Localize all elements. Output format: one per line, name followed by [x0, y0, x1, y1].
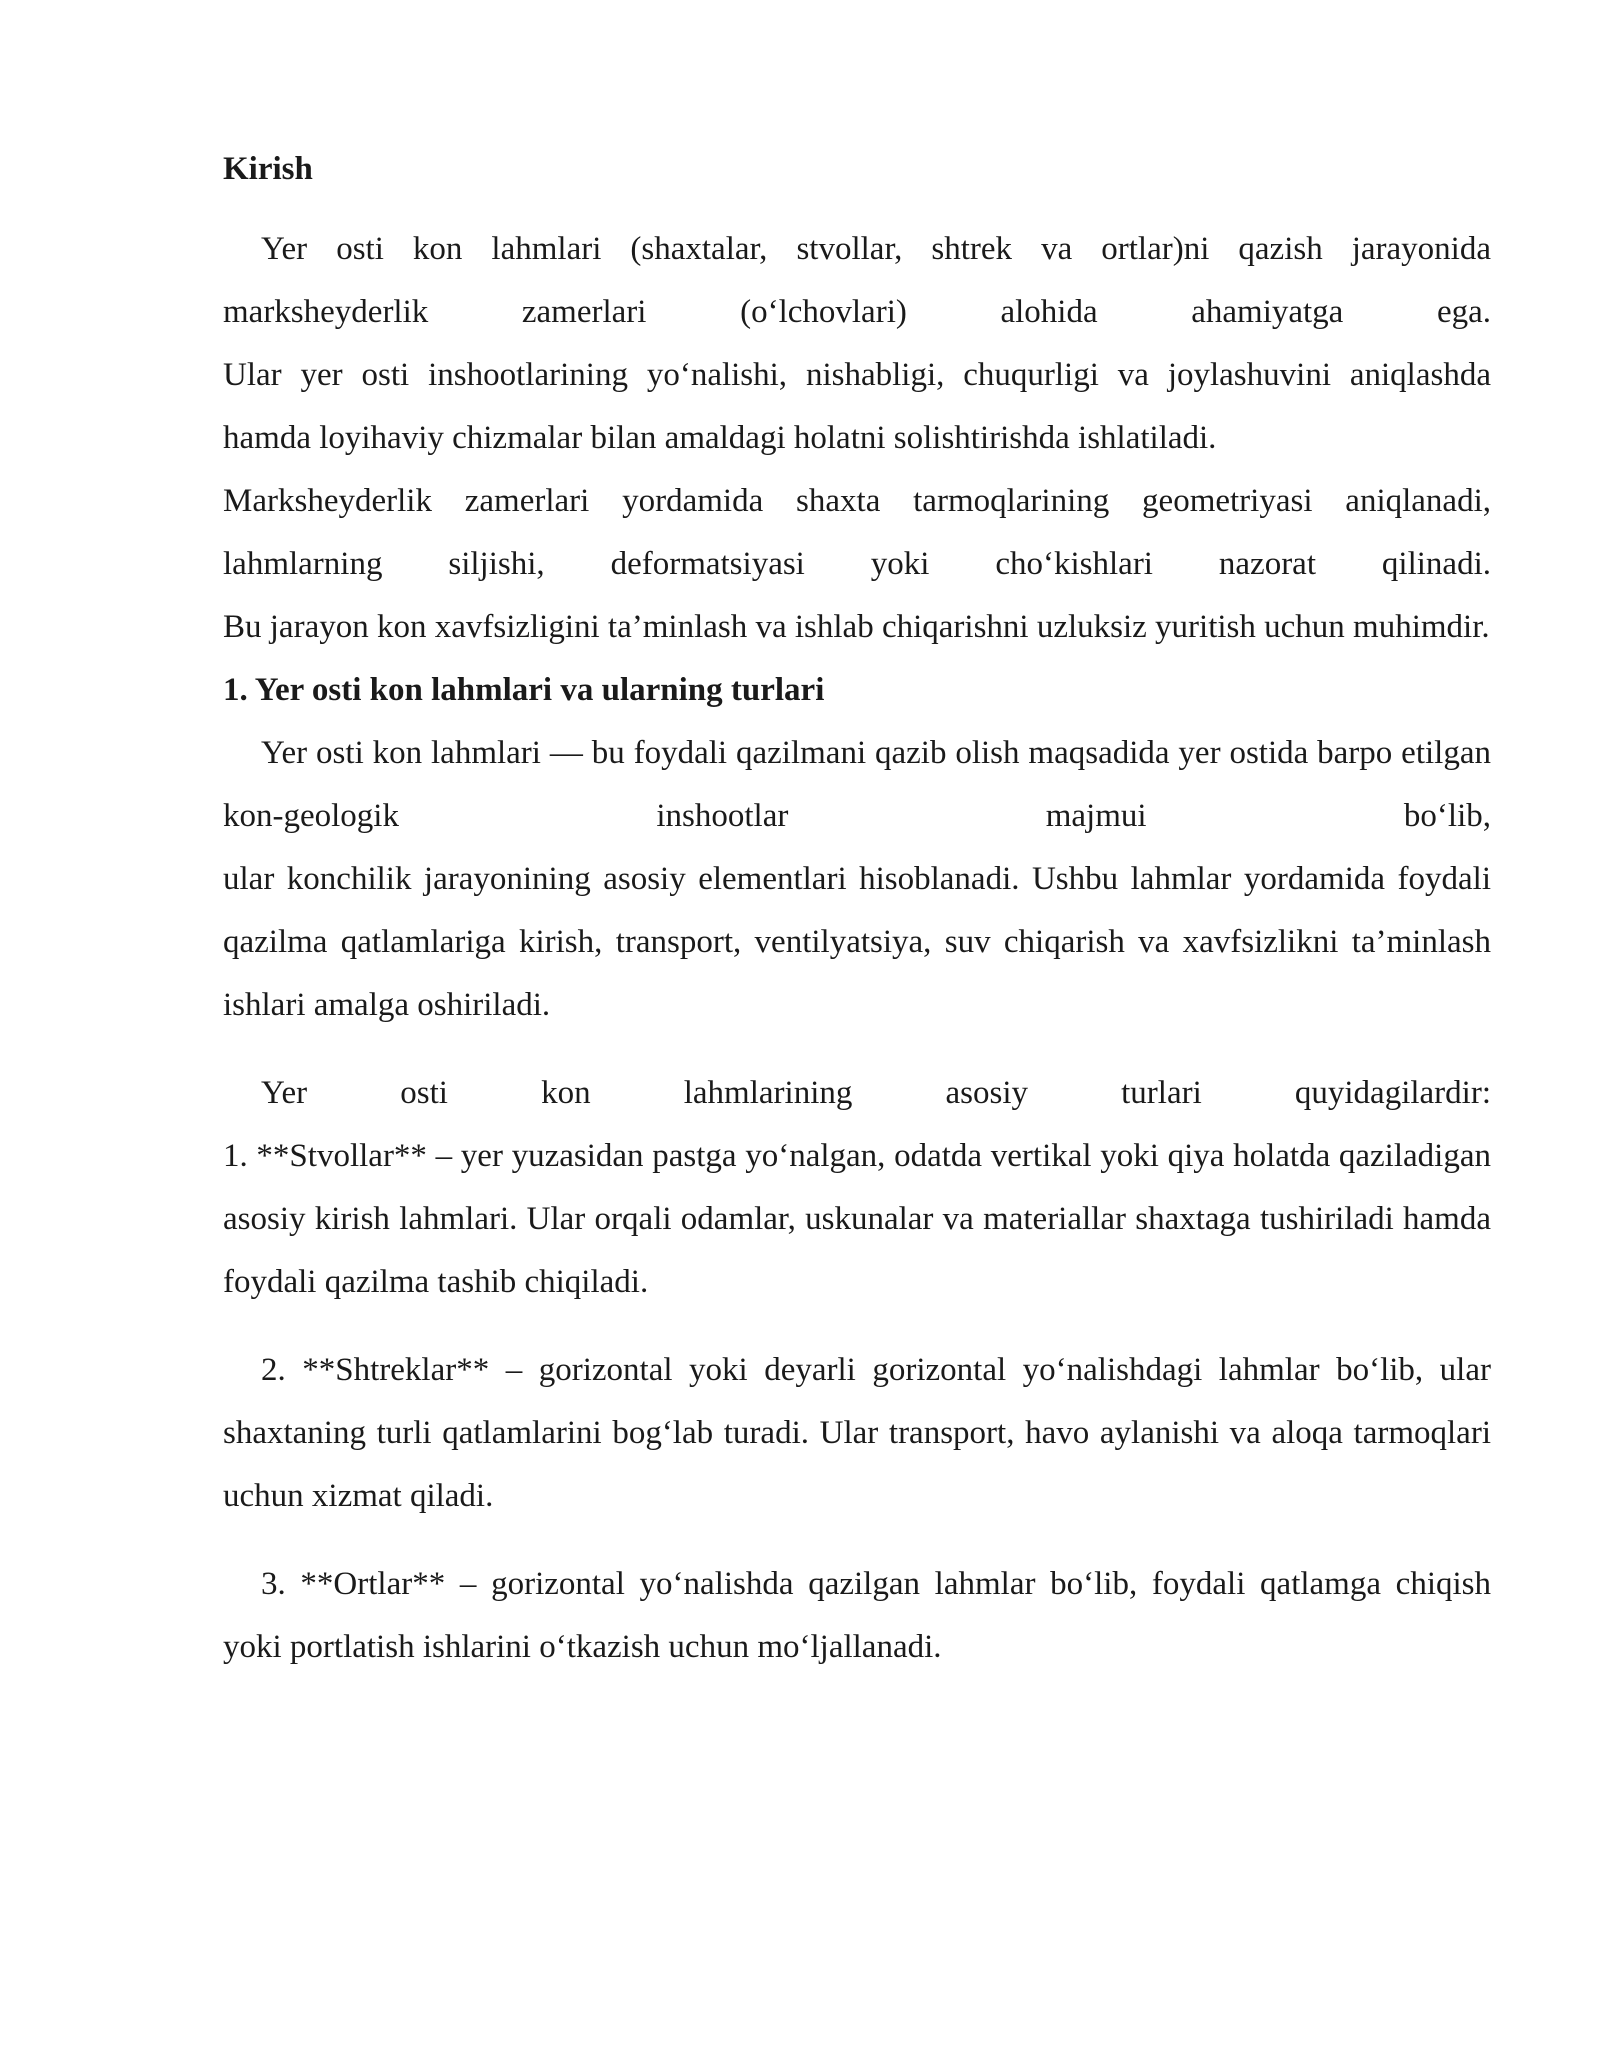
section-1-paragraph-b: ular konchilik jarayonining asosiy elementlari hisoblanadi. Ushbu lahmlar yordamida foydali qazilma qatlamlariga kirish, transport, ventilyatsiya, suv chiqarish va xavfsizlikni ta’minlash ishlari amalga oshiriladi.	[223, 861, 1491, 1023]
types-intro: Yer osti kon lahmlarining asosiy turlari quyidagilardir:	[261, 1075, 1491, 1111]
intro-paragraph-2b: Bu jarayon kon xavfsizligini ta’minlash va ishlab chiqarishni uzluksiz yuritish uchun muhimdir.	[223, 609, 1490, 645]
type-item-ortlar: 3. **Ortlar** – gorizontal yo‘nalishda qazilgan lahmlar bo‘lib, foydali qatlamga chiqish yoki portlatish ishlarini o‘tkazish uchun mo‘ljallanadi.	[223, 1566, 1491, 1665]
document-title: Kirish	[223, 151, 313, 187]
section-1-heading: 1. Yer osti kon lahmlari va ularning turlari	[223, 672, 825, 708]
intro-paragraph-1a: Yer osti kon lahmlari (shaxtalar, stvollar, shtrek va ortlar)ni qazish jarayonida marksheyderlik zamerlari (o‘lchovlari) alohida ahamiyatga ega.	[223, 231, 1491, 330]
type-item-stvollar: 1. **Stvollar** – yer yuzasidan pastga yo‘nalgan, odatda vertikal yoki qiya holatda qaziladigan asosiy kirish lahmlari. Ular orqali odamlar, uskunalar va materiallar shaxtaga tushiriladi hamda foydali qazilma tashib chiqiladi.	[223, 1138, 1491, 1300]
type-item-shtreklar: 2. **Shtreklar** – gorizontal yoki deyarli gorizontal yo‘nalishdagi lahmlar bo‘lib, ular shaxtaning turli qatlamlarini bog‘lab turadi. Ular transport, havo aylanishi va aloqa tarmoqlari uchun xizmat qiladi.	[223, 1352, 1491, 1514]
document-page	[223, 145, 1491, 1679]
intro-paragraph-1b: Ular yer osti inshootlarining yo‘nalishi, nishabligi, chuqurligi va joylashuvini aniqlashda hamda loyihaviy chizmalar bilan amaldagi holatni solishtirishda ishlatiladi.	[223, 357, 1491, 456]
section-1-paragraph-a: Yer osti kon lahmlari — bu foydali qazilmani qazib olish maqsadida yer ostida barpo etilgan kon-geologik inshootlar majmui bo‘lib,	[223, 735, 1491, 834]
intro-paragraph-2a: Marksheyderlik zamerlari yordamida shaxta tarmoqlarining geometriyasi aniqlanadi, lahmlarning siljishi, deformatsiyasi yoki cho‘kishlari nazorat qilinadi.	[223, 483, 1491, 582]
